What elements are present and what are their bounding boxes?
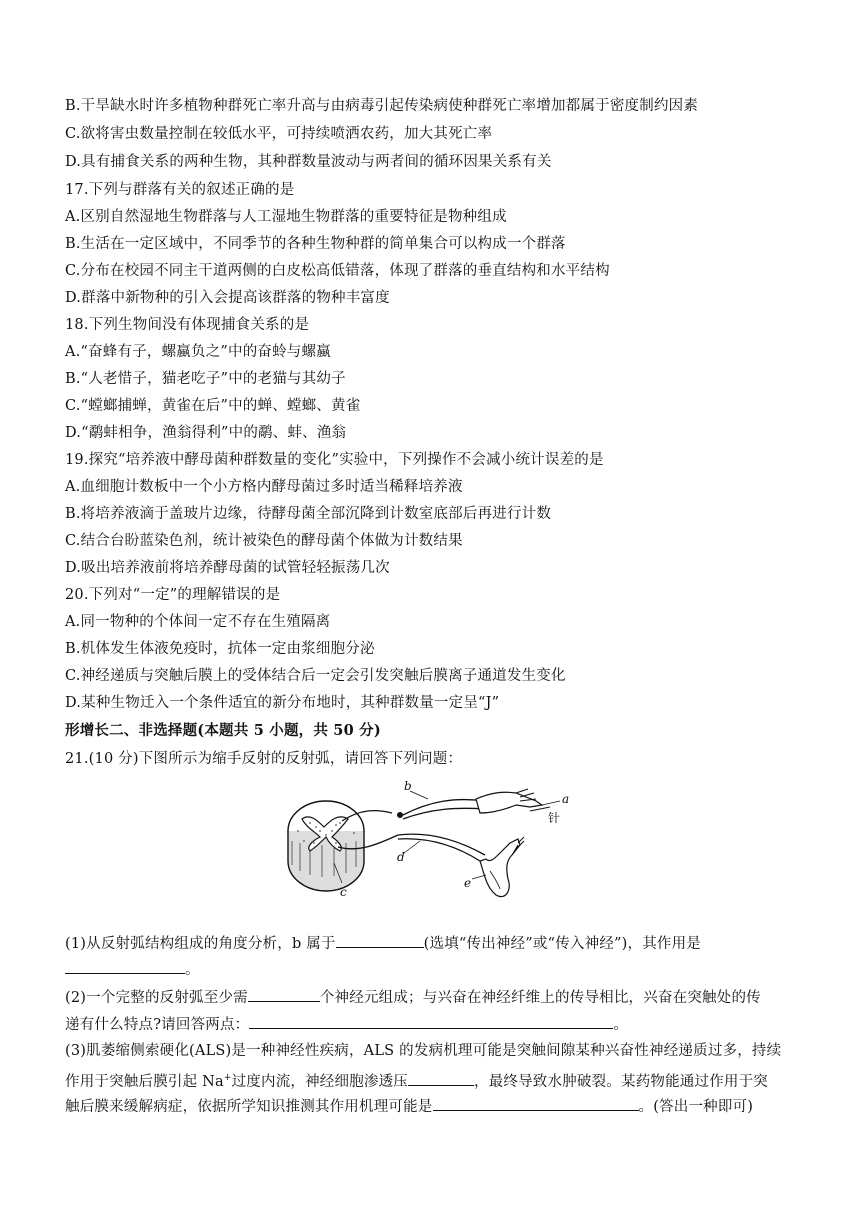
label-b: b — [404, 779, 412, 793]
section-heading: 形增长二、非选择题(本题共 5 小题，共 50 分) — [65, 722, 381, 739]
q21-part1-end: 。 — [185, 962, 200, 978]
q21-part3-line3 — [65, 1095, 753, 1117]
q21-part1-text-b: (选填“传出神经”或“传入神经”)，其作用是 — [423, 936, 702, 952]
q21-part2-text-b: 个神经元组成；与兴奋在神经纤维上的传导相比，兴奋在突触处的传 — [319, 990, 761, 1006]
q21-part2-line2 — [65, 1013, 628, 1035]
q21-intro: 21.(10 分)下图所示为缩手反射的反射弧，请回答下列问题： — [65, 751, 463, 767]
q19-option-b: B.将培养液滴于盖玻片边缘，待酵母菌全部沉降到计数室底部后再进行计数 — [65, 506, 552, 522]
q19-option-c: C.结合台盼蓝染色剂，统计被染色的酵母菌个体做为计数结果 — [65, 533, 463, 549]
q21-part2-line1 — [65, 986, 761, 1008]
label-e: e — [464, 876, 472, 890]
q18-option-d: D.“鹬蚌相争，渔翁得利”中的鹬、蚌、渔翁 — [65, 425, 347, 441]
q20-option-d: D.某种生物迁入一个条件适宜的新分布地时，其种群数量一定呈“J” — [65, 695, 500, 711]
lower-arm — [480, 837, 524, 897]
answer-blank-5[interactable] — [408, 1070, 474, 1086]
upper-hand — [476, 789, 542, 813]
q18-option-c: C.“螳螂捕蝉，黄雀在后”中的蝉、螳螂、黄雀 — [65, 398, 361, 414]
q20-stem: 20.下列对“一定”的理解错误的是 — [65, 587, 281, 603]
answer-blank-2[interactable] — [65, 958, 185, 974]
label-a: a — [562, 792, 570, 806]
q17-stem: 17.下列与群落有关的叙述正确的是 — [65, 182, 295, 198]
q18-option-b: B.“人老惜子，猫老吃子”中的老猫与其幼子 — [65, 371, 346, 387]
q16-option-b: B.干旱缺水时许多植物种群死亡率升高与由病毒引起传染病使种群死亡率增加都属于密度制约因素 — [65, 98, 699, 114]
q16-option-d: D.具有捕食关系的两种生物，其种群数量波动与两者间的循环因果关系有关 — [65, 154, 552, 170]
q17-option-a: A.区别自然湿地生物群落与人工湿地生物群落的重要特征是物种组成 — [65, 209, 507, 225]
reflex-arc-figure — [280, 779, 580, 904]
q18-option-a: A.“奋蜂有子，螺蠃负之”中的奋蛉与螺蠃 — [65, 344, 331, 360]
q19-option-a: A.血细胞计数板中一个小方格内酵母菌过多时适当稀释培养液 — [65, 479, 463, 495]
na-superscript: + — [223, 1073, 232, 1083]
q21-part3-text-d: 触后膜来缓解病症，依据所学知识推测其作用机理可能是 — [65, 1099, 433, 1115]
q21-part2-end: 。 — [613, 1017, 629, 1033]
q21-part1-text-a: (1)从反射弧结构组成的角度分析，b 属于 — [65, 936, 336, 952]
spinal-cord — [288, 801, 403, 891]
q20-option-c: C.神经递质与突触后膜上的受体结合后一定会引发突触后膜离子通道发生变化 — [65, 668, 566, 684]
label-needle: 针 — [548, 811, 561, 825]
q17-option-c: C.分布在校园不同主干道两侧的白皮松高低错落，体现了群落的垂直结构和水平结构 — [65, 263, 610, 279]
q21-part3-line1: (3)肌萎缩侧索硬化(ALS)是一种神经性疾病，ALS 的发病机理可能是突触间隙某种兴奋性神经递质过多，持续 — [65, 1043, 782, 1059]
answer-blank-4[interactable] — [249, 1013, 613, 1029]
q21-part3-text-a: 作用于突触后膜引起 Na — [65, 1073, 224, 1090]
q21-part3-text-c: ，最终导致水肿破裂。某药物能通过作用于突 — [474, 1073, 768, 1090]
q19-stem: 19.探究“培养液中酵母菌种群数量的变化”实验中，下列操作不会减小统计误差的是 — [65, 452, 604, 468]
label-c: c — [340, 885, 347, 899]
q17-option-d: D.群落中新物种的引入会提高该群落的物种丰富度 — [65, 290, 390, 306]
q19-option-d: D.吸出培养液前将培养酵母菌的试管轻轻振荡几次 — [65, 560, 390, 576]
q16-option-c: C.欲将害虫数量控制在较低水平，可持续喷洒农药，加大其死亡率 — [65, 126, 493, 142]
answer-blank-1[interactable] — [336, 932, 424, 948]
q21-part1-line2 — [65, 958, 200, 980]
answer-blank-3[interactable] — [248, 986, 320, 1002]
q20-option-b: B.机体发生体液免疫时，抗体一定由浆细胞分泌 — [65, 641, 375, 657]
q18-stem: 18.下列生物间没有体现捕食关系的是 — [65, 317, 310, 333]
q21-part1-line1 — [65, 932, 701, 954]
q20-option-a: A.同一物种的个体间一定不存在生殖隔离 — [65, 614, 331, 630]
q21-part3-text-e: 。(答出一种即可) — [638, 1099, 754, 1115]
reflex-arc-diagram — [280, 779, 580, 904]
answer-blank-6[interactable] — [433, 1095, 639, 1111]
label-d: d — [397, 850, 405, 864]
q21-part2-text-c: 递有什么特点?请回答两点： — [65, 1017, 250, 1033]
q21-part3-text-b: 过度内流，神经细胞渗透压 — [231, 1073, 408, 1090]
q21-part2-text-a: (2)一个完整的反射弧至少需 — [65, 990, 248, 1006]
q21-part3-line2 — [65, 1068, 768, 1092]
q17-option-b: B.生活在一定区域中，不同季节的各种生物种群的简单集合可以构成一个群落 — [65, 236, 566, 252]
